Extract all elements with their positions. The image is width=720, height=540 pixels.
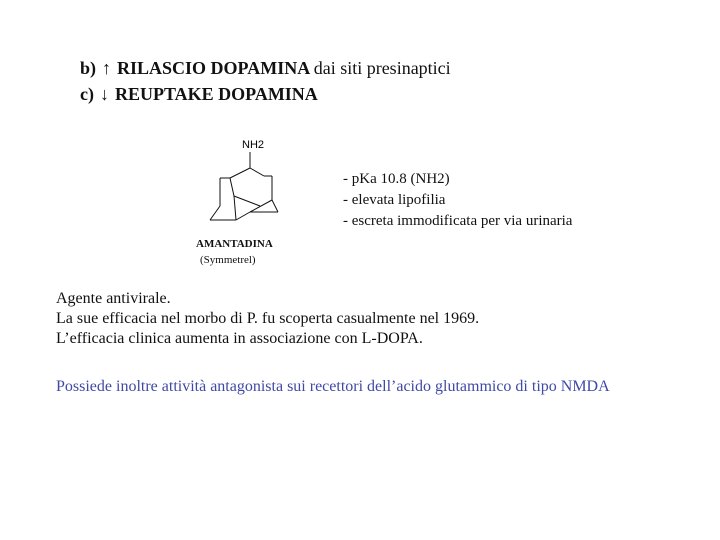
heading-line-b — [80, 58, 451, 79]
heading-c-title: REUPTAKE DOPAMINA — [114, 84, 318, 104]
heading-line-c — [80, 84, 318, 105]
drug-name: AMANTADINA — [196, 238, 273, 250]
adamantane-cage — [210, 152, 278, 220]
description-line: Agente antivirale. — [56, 290, 171, 307]
item-label-c: c) — [80, 84, 94, 104]
property-item: - elevata lipofilia — [343, 192, 446, 208]
heading-b-rest: dai siti presinaptici — [313, 58, 451, 78]
brand-name: (Symmetrel) — [200, 254, 256, 266]
description-line: La sue efficacia nel morbo di P. fu scoperta casualmente nel 1969. — [56, 310, 480, 327]
description-line: L’efficacia clinica aumenta in associazione con L-DOPA. — [56, 330, 423, 347]
amine-group-label: NH2 — [242, 139, 265, 151]
property-item: - pKa 10.8 (NH2) — [343, 171, 450, 187]
item-label-b: b) — [80, 58, 97, 78]
amantadine-structure — [200, 134, 290, 234]
up-arrow-icon: ↑ — [102, 58, 112, 78]
nmda-note: Possiede inoltre attività antagonista sui recettori dell’acido glutammico di tipo NMDA — [56, 378, 610, 395]
heading-b-title: RILASCIO DOPAMINA — [117, 58, 310, 78]
down-arrow-icon: ↓ — [99, 84, 109, 104]
description-paragraph — [56, 289, 479, 349]
property-item: - escreta immodificata per via urinaria — [343, 213, 573, 229]
properties-list — [343, 169, 572, 232]
